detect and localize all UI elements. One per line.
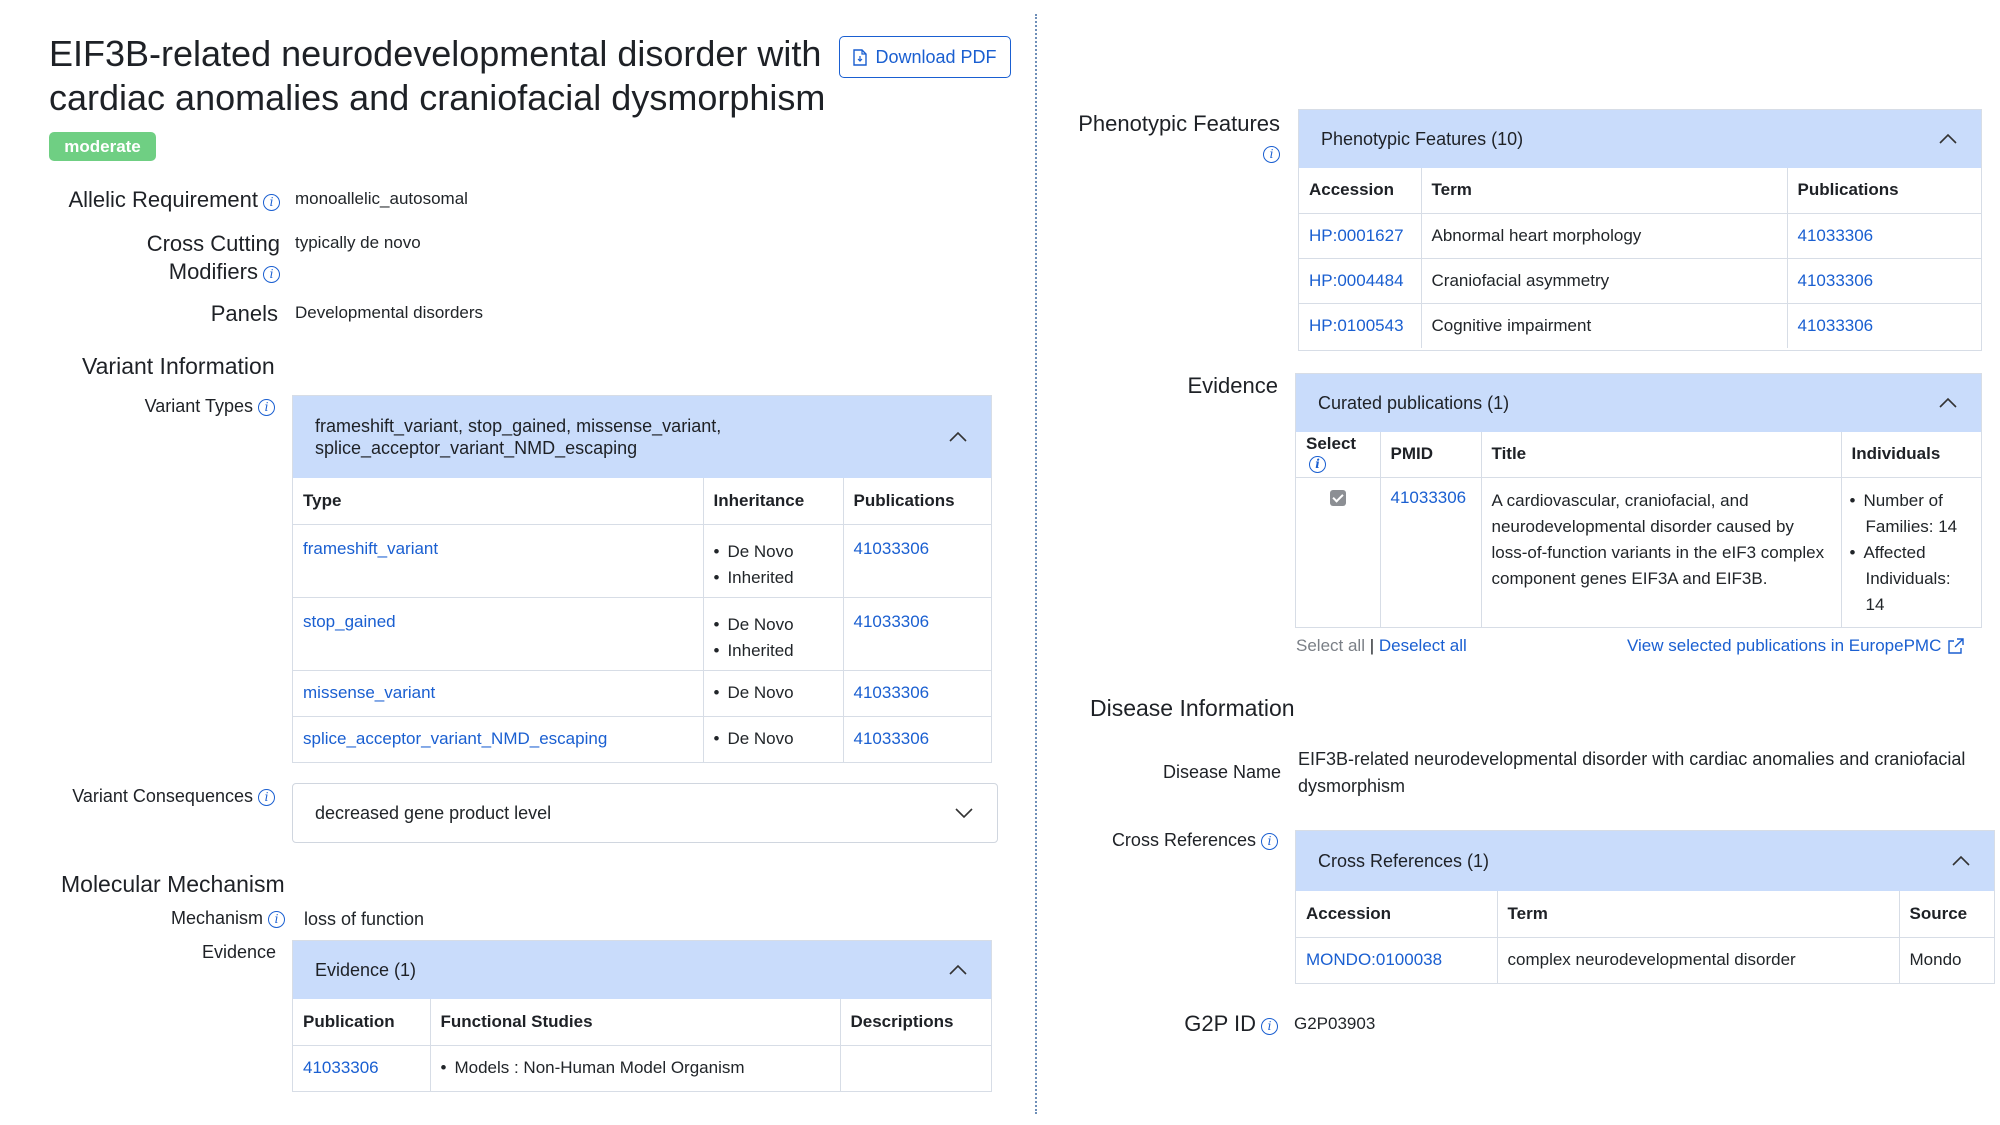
- col-type: Type: [293, 478, 703, 524]
- cross-references-panel-title: Cross References (1): [1318, 850, 1490, 871]
- chevron-down-icon: [953, 802, 975, 824]
- variant-types-label: [40, 394, 275, 418]
- chevron-up-icon[interactable]: [947, 959, 969, 981]
- cross-references-table: [1296, 891, 1994, 983]
- table-row: [293, 670, 991, 716]
- hpo-accession-link[interactable]: HP:0004484: [1309, 270, 1404, 290]
- cross-cutting-value: typically de novo: [295, 233, 421, 252]
- info-icon[interactable]: i: [258, 399, 275, 416]
- info-icon[interactable]: i: [1261, 1018, 1278, 1035]
- col-source: Source: [1899, 891, 1994, 937]
- cross-references-text: Cross References: [1111, 830, 1256, 850]
- curated-publications-panel: [1295, 373, 1982, 628]
- col-descriptions: Descriptions: [840, 999, 991, 1045]
- individuals-item: • Affected Individuals: 14: [1850, 540, 1972, 618]
- publication-link[interactable]: 41033306: [1797, 270, 1874, 290]
- cross-cutting-label: [40, 230, 280, 286]
- col-title: Title: [1481, 432, 1841, 477]
- phenotypic-features-panel-header[interactable]: [1299, 110, 1981, 168]
- disease-name-link[interactable]: EIF3B-related neurodevelopmental disorder with cardiac anomalies and craniofacial dysmorphism: [1298, 749, 1966, 796]
- confidence-badge: moderate: [49, 132, 156, 161]
- hpo-accession-link[interactable]: HP:0001627: [1309, 225, 1404, 245]
- publication-link[interactable]: 41033306: [853, 611, 930, 631]
- info-icon[interactable]: i: [1263, 146, 1280, 163]
- info-icon[interactable]: i: [1309, 456, 1326, 473]
- functional-study-item: • Models : Non-Human Model Organism: [441, 1058, 830, 1078]
- disease-info-heading: Disease Information: [1090, 695, 1295, 721]
- cross-cutting-label-line2: Modifiers: [168, 259, 258, 284]
- inheritance-item: • De Novo: [714, 612, 833, 638]
- publication-link[interactable]: 41033306: [853, 729, 930, 749]
- info-icon[interactable]: i: [263, 194, 280, 211]
- table-row: [1296, 937, 1994, 983]
- select-checkbox[interactable]: [1330, 490, 1346, 506]
- variant-type-link[interactable]: missense_variant: [303, 683, 436, 702]
- variant-type-link[interactable]: splice_acceptor_variant_NMD_escaping: [303, 729, 608, 749]
- col-publications: Publications: [843, 478, 991, 524]
- pmid-link[interactable]: 41033306: [1390, 487, 1467, 507]
- col-publication: Publication: [293, 999, 430, 1045]
- disease-name-label: Disease Name: [1162, 762, 1281, 782]
- phenotype-term: Abnormal heart morphology: [1421, 213, 1787, 258]
- phenotypic-features-text: Phenotypic Features: [1078, 111, 1280, 136]
- g2p-id-value: G2P03903: [1294, 1014, 1376, 1033]
- file-pdf-icon: [853, 49, 867, 66]
- mechanism-evidence-panel-title: Evidence (1): [315, 959, 417, 980]
- selection-controls: [1296, 636, 1467, 656]
- publication-link[interactable]: 41033306: [1797, 225, 1874, 245]
- panels-label: Panels: [210, 301, 278, 326]
- col-select: [1296, 432, 1380, 477]
- inheritance-item: • De Novo: [714, 729, 833, 749]
- mechanism-value: loss of function: [304, 909, 425, 929]
- mechanism-text: Mechanism: [170, 908, 263, 928]
- cross-references-label: [1040, 828, 1278, 852]
- individuals-item: • Number of Families: 14: [1850, 488, 1972, 540]
- table-row: [293, 597, 991, 670]
- publication-link[interactable]: 41033306: [853, 683, 930, 702]
- publication-link[interactable]: 41033306: [1797, 315, 1874, 335]
- col-term: Term: [1421, 168, 1787, 213]
- inheritance-item: • De Novo: [714, 683, 833, 703]
- curated-publications-panel-header[interactable]: [1296, 374, 1981, 432]
- molecular-mechanism-heading: Molecular Mechanism: [61, 871, 285, 897]
- phenotype-term: Craniofacial asymmetry: [1421, 258, 1787, 303]
- table-row: [293, 1045, 991, 1091]
- table-row: [293, 524, 991, 597]
- cross-references-panel: [1295, 830, 1995, 984]
- evidence-label: Evidence: [1187, 373, 1278, 398]
- view-europepmc-label: View selected publications in EuropePMC: [1627, 636, 1942, 655]
- table-row: [1299, 303, 1981, 348]
- phenotype-term: Cognitive impairment: [1421, 303, 1787, 348]
- g2p-id-text: G2P ID: [1184, 1011, 1256, 1036]
- col-individuals: Individuals: [1841, 432, 1981, 477]
- table-row: [1299, 213, 1981, 258]
- variant-type-link[interactable]: stop_gained: [303, 611, 396, 631]
- info-icon[interactable]: i: [263, 266, 280, 283]
- g2p-id-label: [1040, 1010, 1278, 1038]
- col-inheritance: Inheritance: [703, 478, 843, 524]
- hpo-accession-link[interactable]: HP:0100543: [1309, 315, 1404, 335]
- curated-publications-panel-title: Curated publications (1): [1318, 392, 1510, 413]
- panel-link-developmental[interactable]: Developmental disorders: [295, 303, 484, 322]
- publication-title: A cardiovascular, craniofacial, and neurodevelopmental disorder caused by loss-of-function variants in the eIF3 complex component genes EIF3A and EIF3B.: [1481, 477, 1841, 627]
- mechanism-evidence-panel: [292, 940, 992, 1092]
- cross-cutting-label-line1: Cross Cutting: [146, 231, 280, 256]
- mondo-accession-link[interactable]: MONDO:0100038: [1306, 950, 1443, 970]
- col-functional-studies: Functional Studies: [430, 999, 840, 1045]
- external-link-icon: [1947, 638, 1964, 655]
- mechanism-evidence-label: Evidence: [201, 942, 276, 962]
- mechanism-evidence-panel-header[interactable]: [293, 941, 991, 999]
- col-accession: Accession: [1299, 168, 1421, 213]
- chevron-up-icon[interactable]: [1937, 128, 1959, 150]
- column-divider: [1035, 14, 1037, 1114]
- phenotypic-features-panel-title: Phenotypic Features (10): [1321, 128, 1524, 149]
- inheritance-item: • De Novo: [714, 539, 833, 565]
- phenotypic-features-table: [1299, 168, 1981, 348]
- table-row: [1299, 258, 1981, 303]
- variant-consequences-text: Variant Consequences: [72, 786, 253, 806]
- variant-consequences-dropdown[interactable]: [292, 783, 998, 843]
- variant-types-panel-title: frameshift_variant, stop_gained, missense_variant, splice_acceptor_variant_NMD_escaping: [315, 416, 722, 458]
- phenotypic-features-label: [1040, 110, 1280, 166]
- publication-link[interactable]: 41033306: [303, 1058, 379, 1078]
- chevron-up-icon[interactable]: [1937, 392, 1959, 414]
- info-icon[interactable]: i: [268, 911, 285, 928]
- inheritance-item: • Inherited: [714, 638, 833, 664]
- download-pdf-button[interactable]: [839, 36, 1011, 78]
- table-row: [1296, 477, 1981, 627]
- xref-term: complex neurodevelopmental disorder: [1497, 937, 1899, 983]
- mechanism-label: [40, 906, 285, 930]
- download-pdf-label: Download PDF: [875, 46, 997, 67]
- description-cell: [840, 1045, 991, 1091]
- col-publications: Publications: [1787, 168, 1981, 213]
- select-all-link[interactable]: Select all: [1296, 636, 1365, 655]
- variant-consequences-label: [40, 784, 275, 808]
- allelic-requirement-text: Allelic Requirement: [68, 187, 258, 212]
- allelic-requirement-value: monoallelic_autosomal: [295, 189, 468, 208]
- selection-separator: |: [1369, 636, 1375, 655]
- allelic-requirement-label: [40, 186, 280, 214]
- deselect-all-link[interactable]: Deselect all: [1378, 636, 1467, 655]
- xref-source: Mondo: [1909, 950, 1962, 970]
- variant-type-link[interactable]: frameshift_variant: [303, 538, 439, 558]
- variant-info-heading: Variant Information: [82, 353, 275, 379]
- info-icon[interactable]: i: [258, 789, 275, 806]
- view-europepmc-link[interactable]: [1627, 636, 1964, 656]
- variant-consequences-value: decreased gene product level: [315, 802, 552, 823]
- col-term: Term: [1497, 891, 1899, 937]
- col-pmid: PMID: [1380, 432, 1481, 477]
- variant-types-panel-header[interactable]: [293, 396, 991, 478]
- curated-publications-table: [1296, 432, 1981, 627]
- chevron-up-icon[interactable]: [1950, 850, 1972, 872]
- variant-types-table: [293, 478, 991, 762]
- table-row: [293, 716, 991, 762]
- col-accession: Accession: [1296, 891, 1497, 937]
- publication-link[interactable]: 41033306: [853, 538, 930, 558]
- col-select-text: Select: [1306, 434, 1357, 454]
- mechanism-evidence-table: [293, 999, 991, 1091]
- inheritance-item: • Inherited: [714, 565, 833, 591]
- cross-references-panel-header[interactable]: [1296, 831, 1994, 891]
- page-title: EIF3B-related neurodevelopmental disorder with cardiac anomalies and craniofacial dysmorphism: [49, 33, 826, 118]
- phenotypic-features-panel: [1298, 109, 1982, 351]
- info-icon[interactable]: i: [1261, 833, 1278, 850]
- chevron-up-icon[interactable]: [947, 426, 969, 448]
- variant-types-panel: [292, 395, 992, 763]
- variant-types-text: Variant Types: [144, 396, 253, 416]
